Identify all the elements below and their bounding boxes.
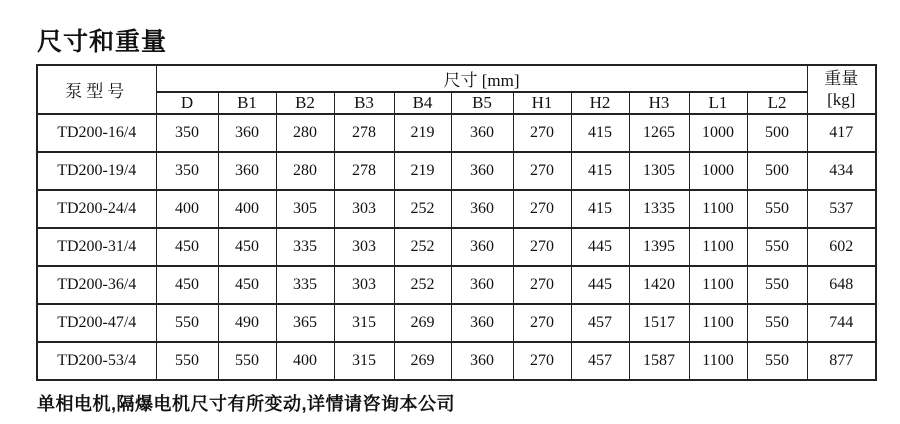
dimension-cell-b5: 360 <box>451 342 513 380</box>
dimension-cell-b5: 360 <box>451 190 513 228</box>
dimension-cell-h1: 270 <box>513 114 571 152</box>
page-title: 尺寸和重量 <box>37 28 168 56</box>
table-row <box>37 304 876 342</box>
dimension-cell-b4: 252 <box>394 190 451 228</box>
dimension-cell-b4: 252 <box>394 266 451 304</box>
table-row <box>37 342 876 380</box>
dimension-cell-b5: 360 <box>451 304 513 342</box>
dimension-cell-l1: 1000 <box>689 114 747 152</box>
dimension-cell-h3: 1335 <box>629 190 689 228</box>
dimension-cell-l1: 1100 <box>689 228 747 266</box>
dimension-cell-b2: 335 <box>276 266 334 304</box>
col-header-l2: L2 <box>747 92 807 114</box>
dimension-cell-b2: 335 <box>276 228 334 266</box>
pump-model-cell: TD200-24/4 <box>37 190 156 228</box>
dimension-cell-l1: 1100 <box>689 266 747 304</box>
header-group-row <box>37 65 876 92</box>
dimension-cell-b1: 360 <box>218 114 276 152</box>
dimension-cell-l2: 500 <box>747 114 807 152</box>
dimension-cell-l1: 1100 <box>689 190 747 228</box>
table-row <box>37 228 876 266</box>
dimension-cell-b2: 305 <box>276 190 334 228</box>
dimension-cell-b4: 252 <box>394 228 451 266</box>
dimension-cell-l2: 550 <box>747 304 807 342</box>
dimension-cell-l2: 550 <box>747 228 807 266</box>
dimension-cell-b5: 360 <box>451 114 513 152</box>
pump-model-cell: TD200-16/4 <box>37 114 156 152</box>
col-header-h2: H2 <box>571 92 629 114</box>
table-row <box>37 190 876 228</box>
dimension-cell-d: 350 <box>156 152 218 190</box>
pump-model-cell: TD200-36/4 <box>37 266 156 304</box>
col-header-h3: H3 <box>629 92 689 114</box>
weight-cell: 648 <box>807 266 876 304</box>
dimension-cell-l2: 550 <box>747 266 807 304</box>
col-header-b2: B2 <box>276 92 334 114</box>
dimension-cell-b3: 278 <box>334 114 394 152</box>
dimension-cell-b4: 219 <box>394 152 451 190</box>
dimension-cell-d: 550 <box>156 342 218 380</box>
dimension-cell-b3: 303 <box>334 228 394 266</box>
dimension-cell-l2: 550 <box>747 342 807 380</box>
dimension-cell-h1: 270 <box>513 342 571 380</box>
dimension-cell-b2: 280 <box>276 114 334 152</box>
table-header <box>37 65 876 114</box>
dimension-cell-l1: 1000 <box>689 152 747 190</box>
weight-header-line2: [kg] <box>827 89 856 109</box>
dimension-cell-h1: 270 <box>513 304 571 342</box>
dimension-cell-b3: 315 <box>334 342 394 380</box>
table-body <box>37 114 876 380</box>
dimension-cell-h3: 1517 <box>629 304 689 342</box>
weight-cell: 417 <box>807 114 876 152</box>
col-header-b4: B4 <box>394 92 451 114</box>
dimension-cell-b1: 450 <box>218 266 276 304</box>
dimension-cell-b5: 360 <box>451 152 513 190</box>
weight-cell: 877 <box>807 342 876 380</box>
dimension-cell-h2: 415 <box>571 190 629 228</box>
dimension-cell-h3: 1265 <box>629 114 689 152</box>
col-header-d: D <box>156 92 218 114</box>
dimension-cell-b3: 278 <box>334 152 394 190</box>
dimension-cell-b1: 400 <box>218 190 276 228</box>
col-header-weight-kg <box>807 65 876 114</box>
weight-cell: 537 <box>807 190 876 228</box>
table-row <box>37 152 876 190</box>
header-dimension-letters-row <box>37 92 876 114</box>
dimension-cell-b1: 550 <box>218 342 276 380</box>
dimension-cell-h2: 457 <box>571 304 629 342</box>
dimension-cell-h3: 1305 <box>629 152 689 190</box>
dimension-cell-b2: 365 <box>276 304 334 342</box>
footnote: 单相电机,隔爆电机尺寸有所变动,详情请咨询本公司 <box>37 394 455 414</box>
dimension-cell-h3: 1420 <box>629 266 689 304</box>
dimensions-weight-table <box>36 64 877 381</box>
col-header-b3: B3 <box>334 92 394 114</box>
table-row <box>37 114 876 152</box>
weight-cell: 434 <box>807 152 876 190</box>
dimension-cell-h1: 270 <box>513 190 571 228</box>
weight-cell: 602 <box>807 228 876 266</box>
weight-cell: 744 <box>807 304 876 342</box>
dimension-cell-l2: 550 <box>747 190 807 228</box>
dimension-cell-b4: 269 <box>394 304 451 342</box>
dimension-cell-b1: 450 <box>218 228 276 266</box>
pump-model-cell: TD200-31/4 <box>37 228 156 266</box>
dimension-cell-b2: 400 <box>276 342 334 380</box>
pump-model-cell: TD200-47/4 <box>37 304 156 342</box>
dimension-cell-d: 550 <box>156 304 218 342</box>
weight-header-line1: 重量 <box>824 69 859 89</box>
dimension-cell-h1: 270 <box>513 152 571 190</box>
dimension-cell-l1: 1100 <box>689 304 747 342</box>
col-header-h1: H1 <box>513 92 571 114</box>
dimension-cell-d: 450 <box>156 228 218 266</box>
dimension-cell-d: 350 <box>156 114 218 152</box>
dimension-cell-b2: 280 <box>276 152 334 190</box>
dimension-cell-h3: 1587 <box>629 342 689 380</box>
dimension-cell-l2: 500 <box>747 152 807 190</box>
dimension-cell-h2: 415 <box>571 152 629 190</box>
dimension-cell-h3: 1395 <box>629 228 689 266</box>
dimension-cell-h2: 445 <box>571 266 629 304</box>
dimension-cell-b3: 315 <box>334 304 394 342</box>
dimension-cell-l1: 1100 <box>689 342 747 380</box>
dimension-cell-b3: 303 <box>334 190 394 228</box>
dimension-cell-b1: 360 <box>218 152 276 190</box>
dimension-cell-h2: 457 <box>571 342 629 380</box>
col-header-b5: B5 <box>451 92 513 114</box>
dimension-cell-b5: 360 <box>451 266 513 304</box>
dimension-cell-h1: 270 <box>513 266 571 304</box>
dimension-cell-b4: 219 <box>394 114 451 152</box>
col-group-header-dimensions-mm: 尺寸 [mm] <box>156 65 807 92</box>
dimension-cell-d: 450 <box>156 266 218 304</box>
col-header-pump-model: 泵型号 <box>37 65 156 114</box>
pump-model-cell: TD200-19/4 <box>37 152 156 190</box>
dimension-cell-h2: 445 <box>571 228 629 266</box>
dimension-cell-b4: 269 <box>394 342 451 380</box>
dimension-cell-b3: 303 <box>334 266 394 304</box>
col-header-b1: B1 <box>218 92 276 114</box>
table-row <box>37 266 876 304</box>
col-header-l1: L1 <box>689 92 747 114</box>
dimension-cell-b5: 360 <box>451 228 513 266</box>
dimension-cell-b1: 490 <box>218 304 276 342</box>
dimension-cell-d: 400 <box>156 190 218 228</box>
pump-model-cell: TD200-53/4 <box>37 342 156 380</box>
dimension-cell-h2: 415 <box>571 114 629 152</box>
dimension-cell-h1: 270 <box>513 228 571 266</box>
